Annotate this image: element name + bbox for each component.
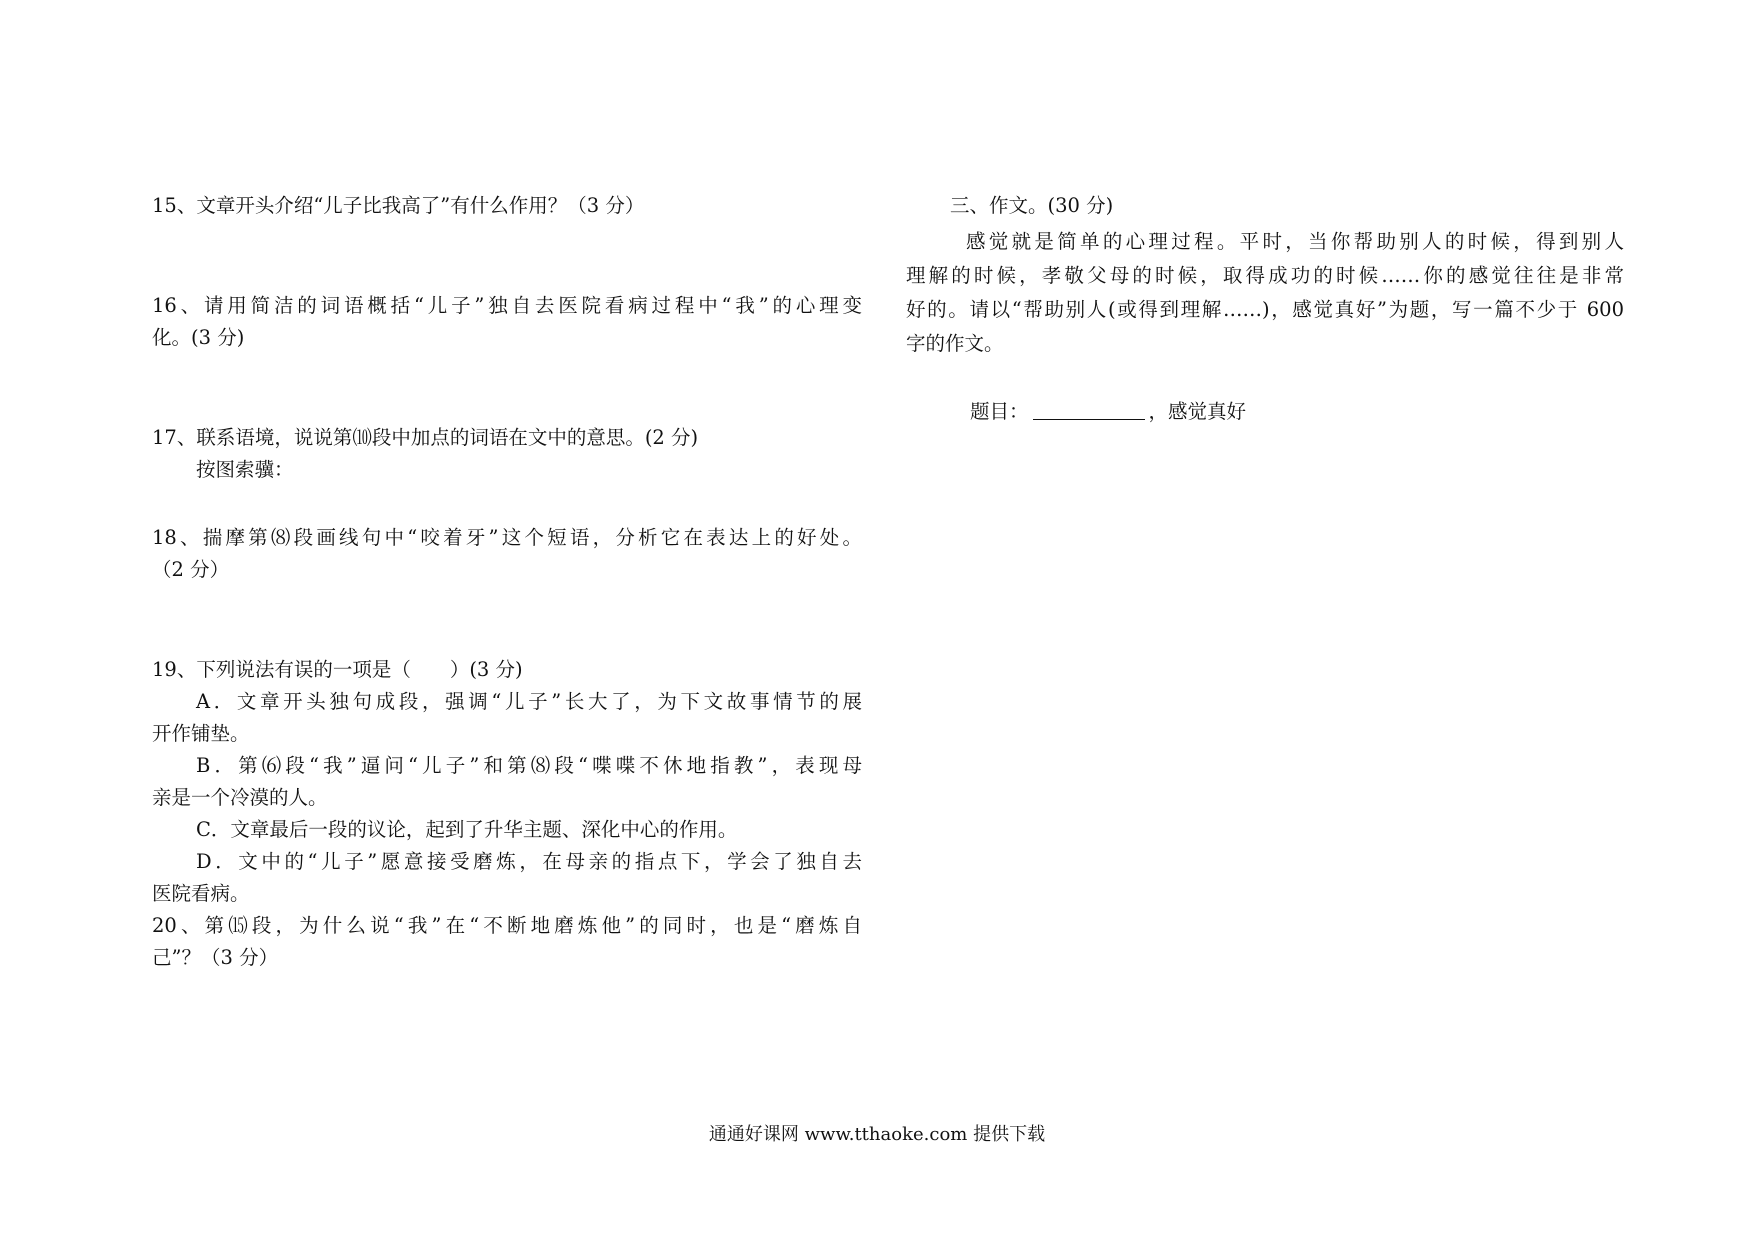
question-19: 19、下列说法有误的一项是（ ）(3 分) (152, 658, 523, 681)
question-17-term: 按图索骥： (196, 458, 294, 481)
question-15: 15、文章开头介绍“儿子比我高了”有什么作用？（3 分） (152, 194, 645, 217)
option-c: C．文章最后一段的议论，起到了升华主题、深化中心的作用。 (196, 818, 738, 841)
question-20-line-1: 20、第⒂段，为什么说“我”在“不断地磨炼他”的同时，也是“磨炼自 (152, 914, 862, 937)
question-16-line-1: 16、请用简洁的词语概括“儿子”独自去医院看病过程中“我”的心理变 (152, 294, 862, 317)
composition-prompt-line-4: 字的作文。 (906, 332, 1004, 355)
option-a-line-1: A．文章开头独句成段，强调“儿子”长大了，为下文故事情节的展 (196, 690, 862, 713)
question-17: 17、联系语境，说说第⑽段中加点的词语在文中的意思。(2 分) (152, 426, 699, 449)
composition-prompt-line-3: 好的。请以“帮助别人(或得到理解……)，感觉真好”为题，写一篇不少于 600 (906, 298, 1624, 321)
question-16-line-2: 化。(3 分) (152, 326, 245, 349)
option-a-line-2: 开作铺垫。 (152, 722, 250, 745)
option-d-line-1: D．文中的“儿子”愿意接受磨炼，在母亲的指点下，学会了独自去 (196, 850, 862, 873)
option-b-line-1: B．第⑹段“我”逼问“儿子”和第⑻段“喋喋不休地指教”，表现母 (196, 754, 862, 777)
question-18-line-2: （2 分） (152, 558, 230, 581)
option-d-line-2: 医院看病。 (152, 882, 250, 905)
composition-title-line (970, 396, 1246, 428)
composition-prompt-line-1: 感觉就是简单的心理过程。平时，当你帮助别人的时候，得到别人 (966, 230, 1624, 253)
question-18-line-1: 18、揣摩第⑻段画线句中“咬着牙”这个短语，分析它在表达上的好处。 (152, 526, 862, 549)
title-suffix: ，感觉真好 (1148, 400, 1247, 423)
question-20-line-2: 己”？（3 分） (152, 946, 279, 969)
footer-credit: 通通好课网 www.tthaoke.com 提供下载 (708, 1124, 1046, 1145)
title-blank (1033, 399, 1145, 420)
composition-section-title: 三、作文。(30 分) (950, 194, 1114, 217)
composition-prompt-line-2: 理解的时候，孝敬父母的时候，取得成功的时候……你的感觉往往是非常 (906, 264, 1624, 287)
title-label: 题目： (970, 400, 1029, 423)
option-b-line-2: 亲是一个冷漠的人。 (152, 786, 328, 809)
